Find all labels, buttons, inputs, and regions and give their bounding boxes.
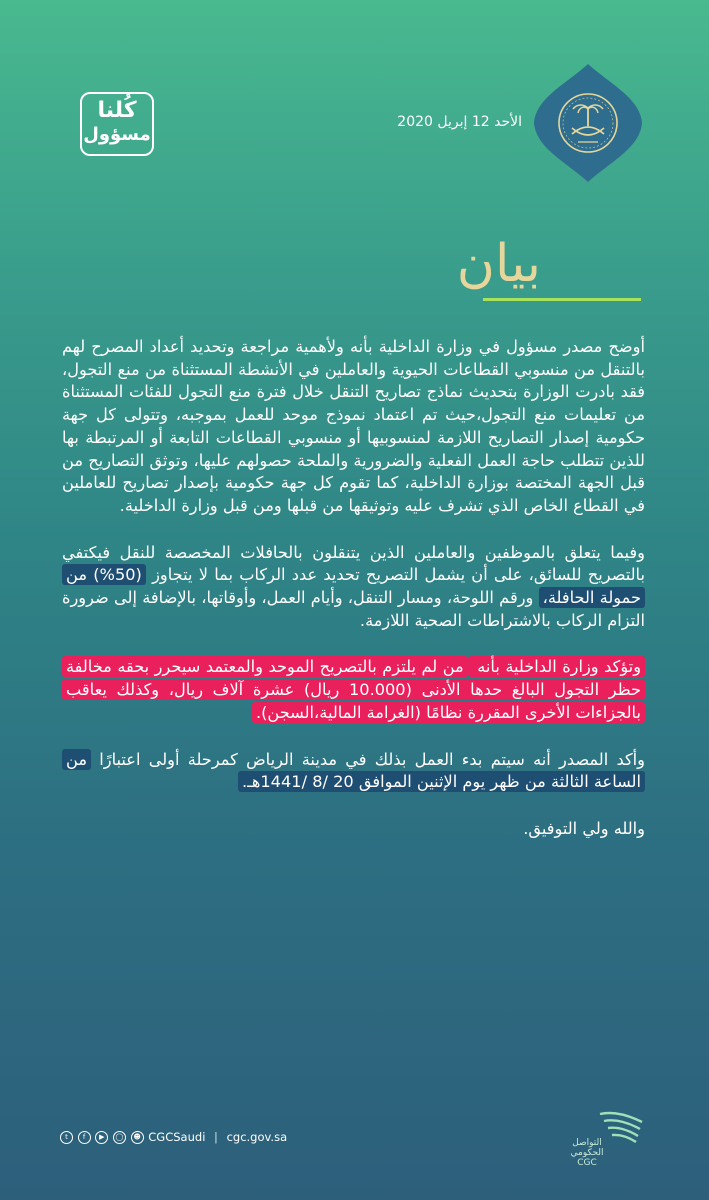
social-handle[interactable]: CGCSaudi [148, 1130, 206, 1144]
website-link[interactable]: cgc.gov.sa [226, 1130, 288, 1144]
start-date-highlight: من الساعة الثالثة من ظهر يوم الإثنين الموافق 20 /8 /1441هـ. [62, 749, 645, 793]
kulna-masool-logo [80, 92, 154, 156]
snapchat-icon[interactable]: ☻ [131, 1131, 144, 1144]
date-label: الأحد 12 إبريل 2020 [397, 114, 522, 130]
cgc-line-3: CGC [577, 1158, 597, 1168]
paragraph-4 [62, 749, 645, 794]
facebook-icon[interactable]: f [78, 1131, 91, 1144]
twitter-icon[interactable]: t [60, 1131, 73, 1144]
logo-line-2: مسؤول [83, 124, 151, 145]
closing-text: والله ولي التوفيق. [523, 818, 645, 838]
paragraph-3 [62, 656, 645, 724]
footer [60, 1130, 287, 1144]
paragraph-4-text-start: وأكد المصدر أنه سيتم بدء العمل بذلك في مدينة الرياض كمرحلة أولى اعتبارًا [91, 749, 645, 769]
capacity-highlight: (50%) من حمولة الحافلة، [62, 564, 645, 608]
instagram-icon[interactable]: ◯ [113, 1131, 126, 1144]
cgc-logo-text [561, 1138, 613, 1168]
penalty-highlight: من لم يلتزم بالتصريح الموحد والمعتمد سيحرر بحقه مخالفة حظر التجول البالغ حدها الأدنى (10.000 ريال) عشرة آلاف ريال، وكذلك يعاقب بالجزاءات الأخرى المقررة نظامًا (الغرامة المالية،السجن). [62, 656, 645, 722]
cgc-line-2: الحكومي [570, 1148, 604, 1158]
paragraph-2-text-end: ورقم اللوحة، ومسار التنقل، وأيام العمل، وأوقاتها، بالإضافة إلى ضرورة التزام الركاب بالاشتراطات الصحية اللازمة. [62, 588, 645, 630]
penalty-highlight-start: وتؤكد وزارة الداخلية بأنه [468, 656, 645, 677]
ministry-emblem-icon [532, 62, 644, 184]
statement-body [62, 336, 645, 865]
title-underline [483, 298, 641, 301]
paragraph-2 [62, 542, 645, 633]
logo-line-1: كُلنا [97, 98, 137, 123]
paragraph-1 [62, 336, 645, 518]
footer-separator: | [214, 1130, 218, 1144]
page-title: بيان [456, 234, 541, 294]
youtube-icon[interactable]: ▶ [95, 1131, 108, 1144]
paragraph-2-text-start: وفيما يتعلق بالموظفين والعاملين الذين يتنقلون بالحافلات المخصصة للنقل فيكتفي بالتصريح للسائق، على أن يشمل التصريح تحديد عدد الركاب بما لا يتجاوز [62, 542, 645, 585]
paragraph-1-text: أوضح مصدر مسؤول في وزارة الداخلية بأنه ولأهمية مراجعة وتحديد أعداد المصرح لهم بالتنقل من منسوبي القطاعات الحيوية والعاملين في الأنشطة المستثناة من منع التجول، فقد بادرت الوزارة بتحديث نماذج تصاريح التنقل خلال فترة منع التجول للفئات المستثناة من تعليمات منع التجول،حيث تم اعتماد نموذج موحد للعمل بموجبه، وتتولى كل جهة حكومية إصدار التصاريح اللازمة لمنسوبيها أو منسوبي القطاعات التابعة أو المرتبطة بها للذين تتطلب حاجة العمل الفعلية والضرورية والملحة حصولهم عليها، وتوثق التصاريح من قبل الجهة المختصة بوزارة الداخلية، كما تقوم كل جهة حكومية بإصدار تصاريح للعاملين في القطاع الخاص الذي تشرف عليه وتوثيقها من قبلها ومن قبل وزارة الداخلية. [62, 337, 645, 515]
paragraph-5 [62, 818, 645, 841]
cgc-line-1: التواصل [572, 1138, 602, 1148]
